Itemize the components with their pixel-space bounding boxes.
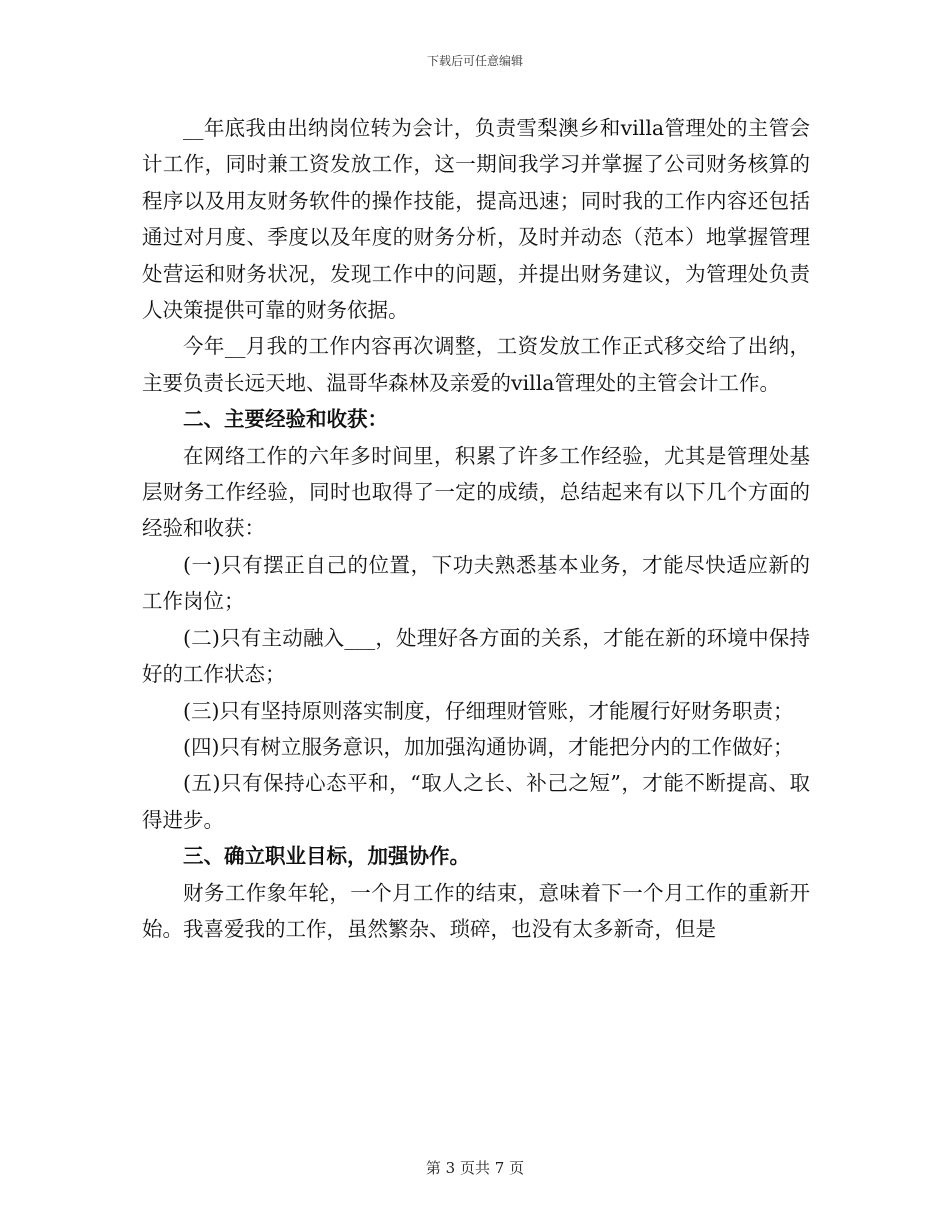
document-body bbox=[142, 110, 810, 947]
page-header-note: 下载后可任意编辑 bbox=[426, 54, 523, 68]
paragraph: __年底我由出纳岗位转为会计，负责雪梨澳乡和villa管理处的主管会计工作，同时兼工资发放工作，这一期间我学习并掌握了公司财务核算的程序以及用友财务软件的操作技能，提高迅速；同时我的工作内容还包括通过对月度、季度以及年度的财务分析，及时并动态（范本）地掌握管理处营运和财务状况，发现工作中的问题，并提出财务建议，为管理处负责人决策提供可靠的财务依据。 bbox=[142, 116, 810, 323]
paragraph: 在网络工作的六年多时间里，积累了许多工作经验，尤其是管理处基层财务工作经验，同时也取得了一定的成绩，总结起来有以下几个方面的经验和收获： bbox=[142, 443, 810, 541]
list-item: (二)只有主动融入___，处理好各方面的关系，才能在新的环境中保持好的工作状态； bbox=[142, 625, 810, 687]
paragraph: 财务工作象年轮，一个月工作的结束，意味着下一个月工作的重新开始。我喜爱我的工作，虽然繁杂、琐碎，也没有太多新奇，但是 bbox=[142, 880, 810, 941]
section-heading: 三、确立职业目标，加强协作。 bbox=[183, 844, 470, 869]
section-heading: 二、主要经验和收获： bbox=[183, 407, 388, 432]
list-item: (四)只有树立服务意识，加加强沟通协调，才能把分内的工作做好； bbox=[183, 734, 794, 759]
list-item: (一)只有摆正自己的位置，下功夫熟悉基本业务，才能尽快适应新的工作岗位； bbox=[142, 552, 810, 614]
list-item: (五)只有保持心态平和，“取人之长、补己之短”，才能不断提高、取得进步。 bbox=[142, 771, 810, 832]
list-item: (三)只有坚持原则落实制度，仔细理财管账，才能履行好财务职责； bbox=[183, 698, 794, 723]
paragraph: 今年__月我的工作内容再次调整，工资发放工作正式移交给了出纳，主要负责长远天地、温哥华森林及亲爱的villa管理处的主管会计工作。 bbox=[142, 334, 810, 395]
page-number: 第 3 页共 7 页 bbox=[425, 1159, 525, 1177]
